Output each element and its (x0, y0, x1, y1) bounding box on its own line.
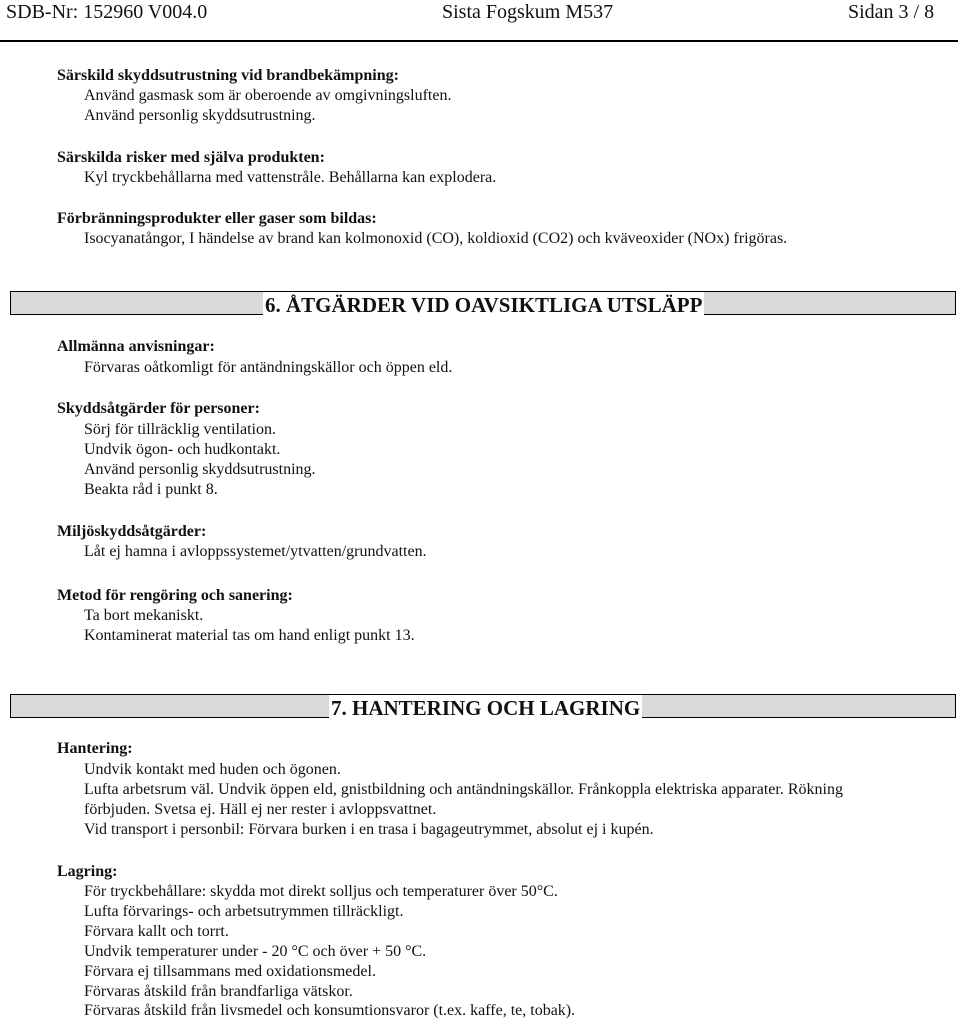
risks-label: Särskilda risker med själva produkten: (57, 149, 325, 166)
combustion-label: Förbränningsprodukter eller gaser som bildas: (57, 210, 377, 227)
text-line: Vid transport i personbil: Förvara burken i en trasa i bagageutrymmet, absolut ej i kupén. (84, 821, 654, 838)
text-line: Förvara kallt och torrt. (84, 923, 229, 940)
general-label: Allmänna anvisningar: (57, 338, 215, 355)
text-line: förbjuden. Svetsa ej. Häll ej ner rester i avloppsvattnet. (84, 801, 437, 818)
text-line: Undvik kontakt med huden och ögonen. (84, 761, 341, 778)
text-line: För tryckbehållare: skydda mot direkt solljus och temperaturer över 50°C. (84, 883, 558, 900)
text-line: Kontaminerat material tas om hand enligt punkt 13. (84, 627, 415, 644)
product-name: Sista Fogskum M537 (442, 1, 614, 23)
page-number: Sidan 3 / 8 (848, 1, 935, 23)
handling-label: Hantering: (57, 740, 133, 757)
equipment-label: Särskild skyddsutrustning vid brandbekämpning: (57, 67, 399, 84)
text-line: Beakta råd i punkt 8. (84, 481, 218, 498)
text-line: Lufta arbetsrum väl. Undvik öppen eld, gnistbildning och antändningskällor. Frånkoppla elektriska apparater. Rökning (84, 781, 843, 798)
text-line: Förvara ej tillsammans med oxidationsmedel. (84, 963, 376, 980)
storage-label: Lagring: (57, 863, 118, 880)
text-line: Förvaras åtskild från brandfarliga vätskor. (84, 983, 353, 1000)
cleanup-label: Metod för rengöring och sanering: (57, 587, 293, 604)
text-line: Låt ej hamna i avloppssystemet/ytvatten/grundvatten. (84, 543, 427, 560)
text-line: Använd personlig skyddsutrustning. (84, 461, 316, 478)
text-line: Använd personlig skyddsutrustning. (84, 107, 316, 124)
text-line: Kyl tryckbehållarna med vattenstråle. Behållarna kan explodera. (84, 169, 497, 186)
text-line: Förvaras oåtkomligt för antändningskällor och öppen eld. (84, 359, 453, 376)
environment-label: Miljöskyddsåtgärder: (57, 523, 207, 540)
text-line: Isocyanatångor, I händelse av brand kan kolmonoxid (CO), koldioxid (CO2) och kväveoxider (NOx) frigöras. (84, 230, 788, 247)
text-line: Sörj för tillräcklig ventilation. (84, 421, 276, 438)
text-line: Använd gasmask som är oberoende av omgivningsluften. (84, 87, 452, 104)
text-line: Förvaras åtskild från livsmedel och konsumtionsvaror (t.ex. kaffe, te, tobak). (84, 1002, 576, 1019)
page-header (0, 0, 960, 42)
text-line: Undvik ögon- och hudkontakt. (84, 441, 281, 458)
section-6-title: 6. ÅTGÄRDER VID OAVSIKTLIGA UTSLÄPP (265, 293, 703, 317)
text-line: Undvik temperaturer under - 20 °C och över + 50 °C. (84, 943, 427, 960)
section-6-bar (10, 291, 956, 315)
section-7-title: 7. HANTERING OCH LAGRING (331, 696, 641, 720)
text-line: Lufta förvarings- och arbetsutrymmen tillräckligt. (84, 903, 404, 920)
header-divider (0, 40, 958, 42)
document-number: SDB-Nr: 152960 V004.0 (6, 1, 208, 23)
personal-label: Skyddsåtgärder för personer: (57, 400, 260, 417)
section-7-bar (10, 694, 956, 718)
text-line: Ta bort mekaniskt. (84, 607, 204, 624)
